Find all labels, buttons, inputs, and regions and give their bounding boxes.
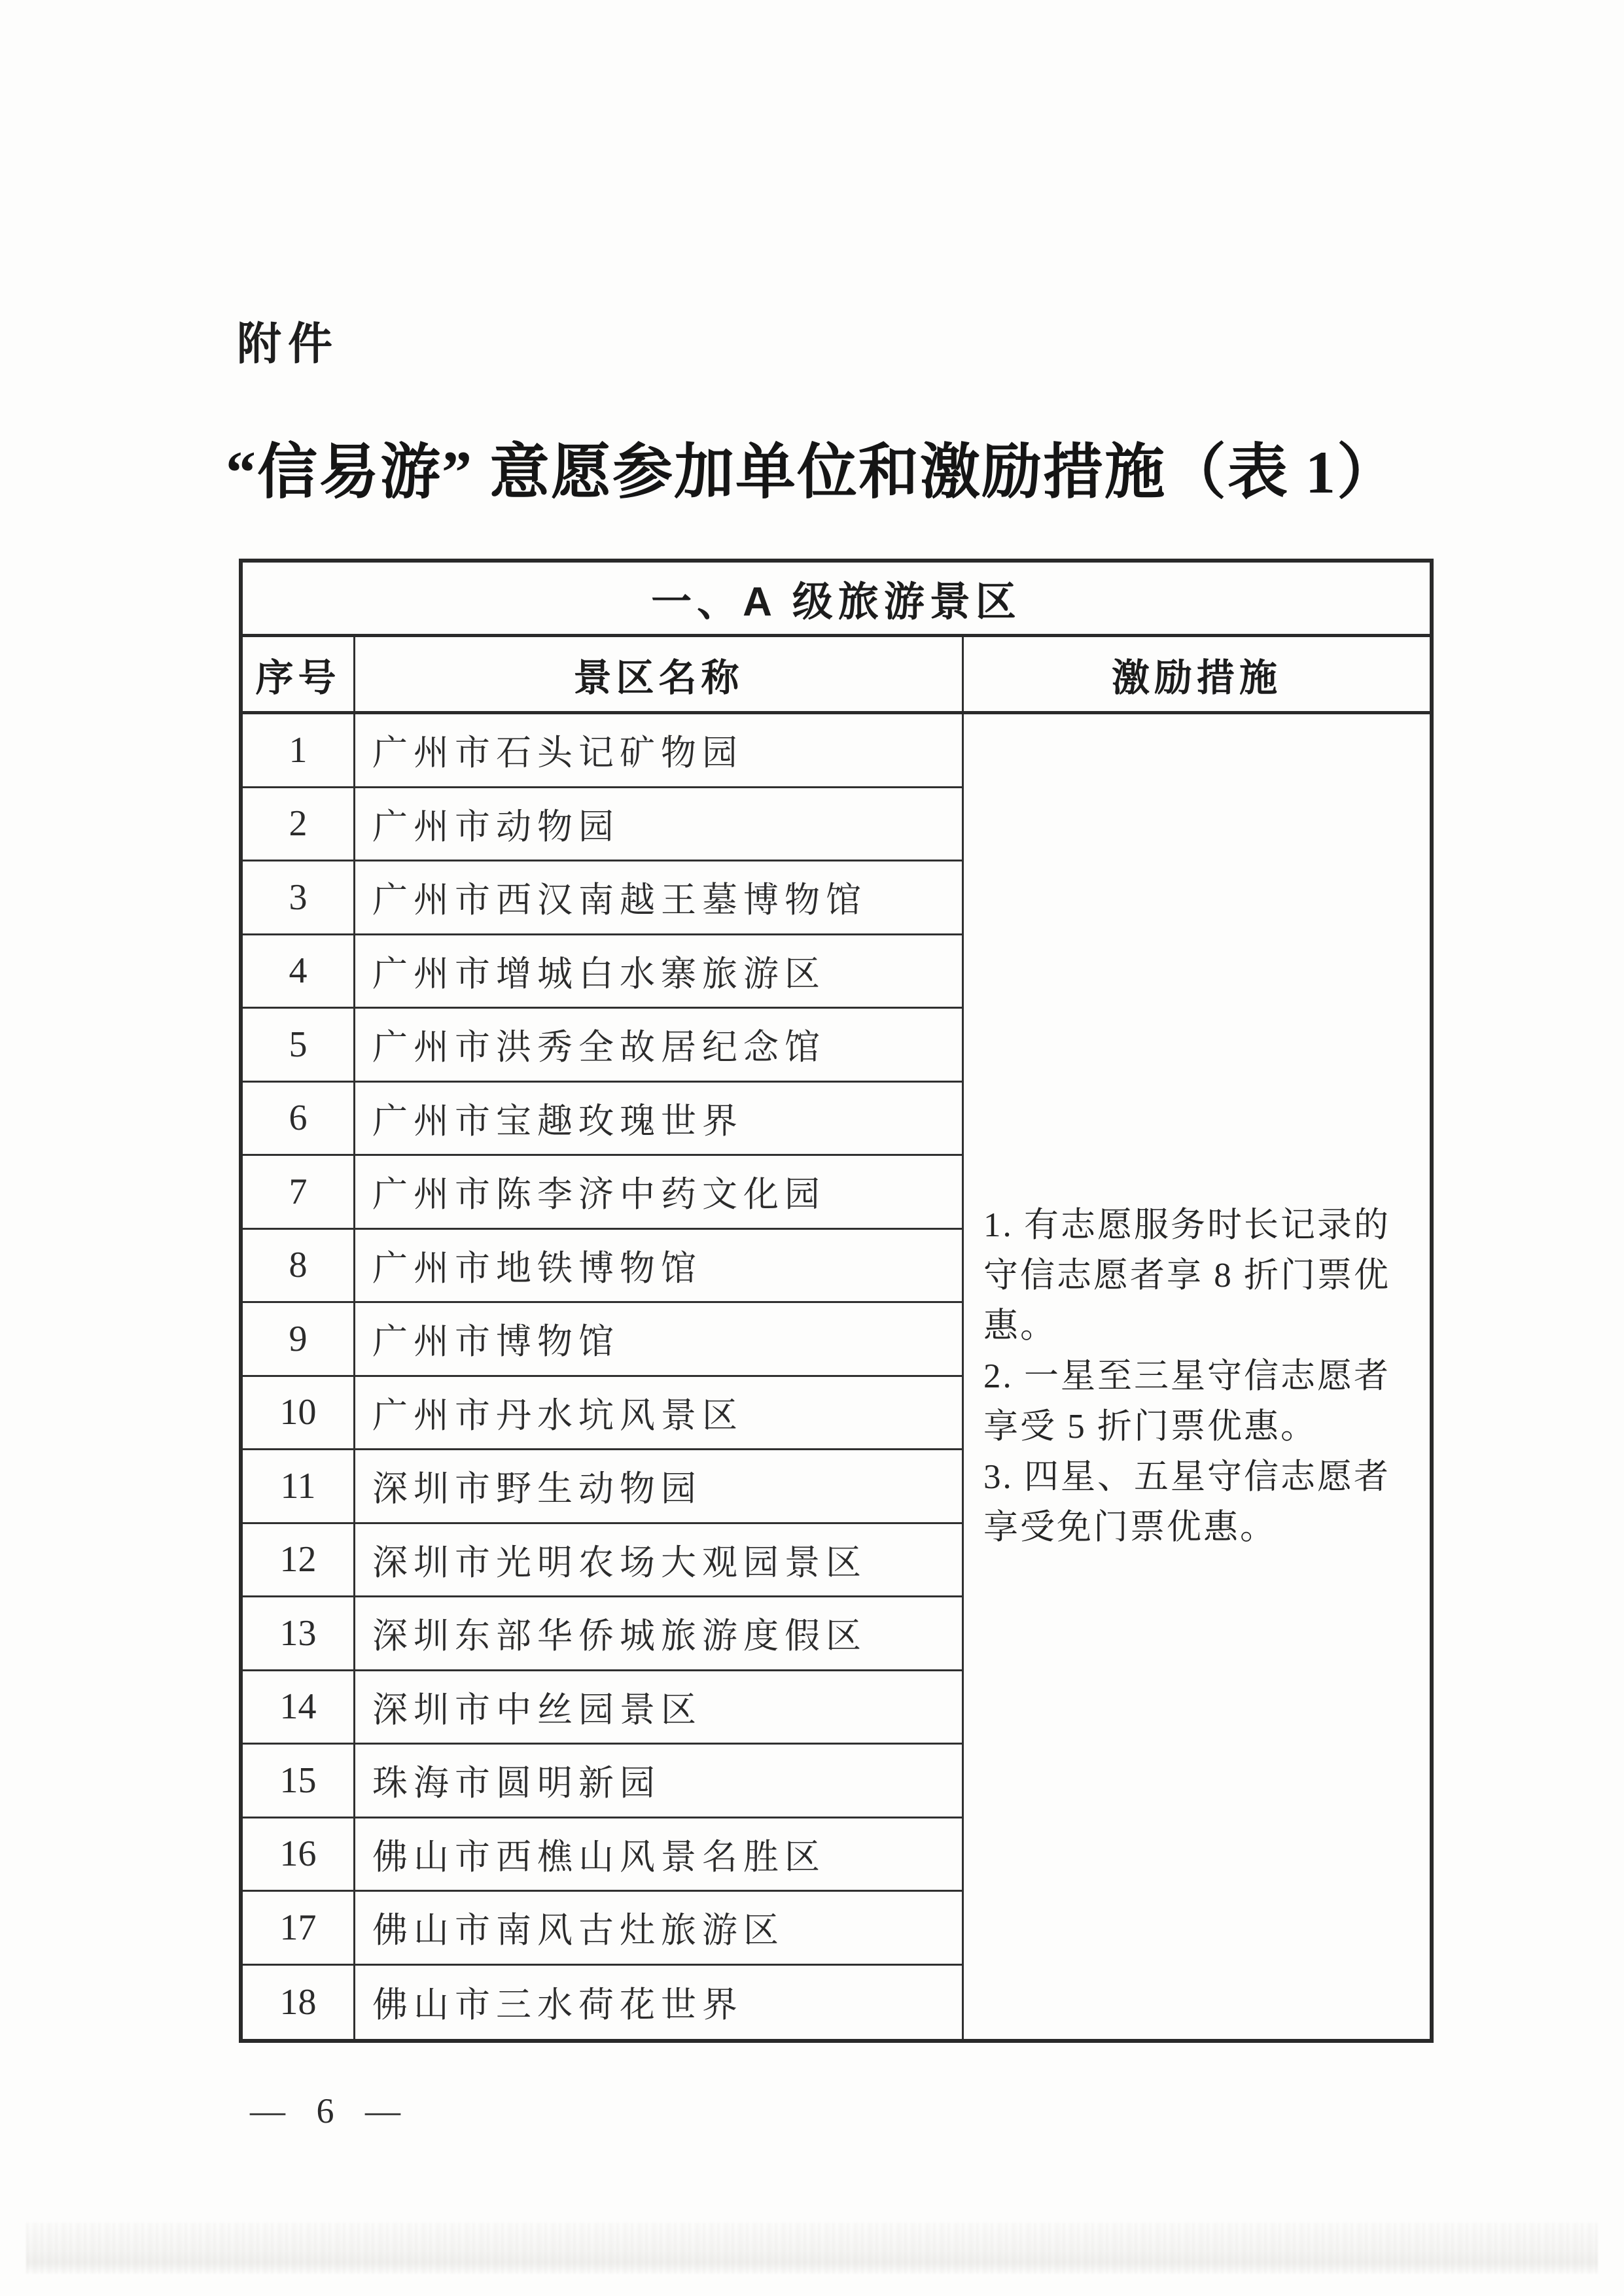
row-name-cell: 广州市陈李济中药文化园 — [355, 1156, 964, 1230]
row-index-cell: 6 — [243, 1083, 355, 1157]
row-name-cell: 广州市石头记矿物园 — [355, 714, 964, 788]
row-index-cell: 16 — [243, 1818, 355, 1892]
measure-item: 2. 一星至三星守信志愿者享受 5 折门票优惠。 — [983, 1357, 1390, 1446]
row-name-cell: 深圳市野生动物园 — [355, 1450, 964, 1524]
row-name-cell: 佛山市西樵山风景名胜区 — [355, 1818, 964, 1892]
row-name-cell: 佛山市三水荷花世界 — [355, 1966, 964, 2040]
row-index-cell: 4 — [243, 935, 355, 1009]
row-name-cell: 广州市地铁博物馆 — [355, 1230, 964, 1304]
row-index-cell: 10 — [243, 1377, 355, 1451]
row-name-cell: 广州市西汉南越王墓博物馆 — [355, 861, 964, 935]
row-index-cell: 3 — [243, 861, 355, 935]
row-name-cell: 深圳市光明农场大观园景区 — [355, 1524, 964, 1598]
row-index-cell: 11 — [243, 1450, 355, 1524]
page-title: “信易游” 意愿参加单位和激励措施（表 1） — [225, 439, 1398, 506]
row-index-cell: 1 — [243, 714, 355, 788]
row-index-cell: 17 — [243, 1892, 355, 1966]
row-name-cell: 广州市丹水坑风景区 — [355, 1377, 964, 1451]
row-name-cell: 广州市宝趣玫瑰世界 — [355, 1083, 964, 1157]
row-index-cell: 12 — [243, 1524, 355, 1598]
column-header-measures: 激励措施 — [1111, 656, 1282, 699]
attachment-label: 附件 — [237, 319, 340, 369]
row-index-cell: 7 — [243, 1156, 355, 1230]
row-index-cell: 2 — [243, 788, 355, 862]
row-index-cell: 8 — [243, 1230, 355, 1304]
row-name-cell: 深圳市中丝园景区 — [355, 1671, 964, 1745]
row-name-cell: 广州市洪秀全故居纪念馆 — [355, 1009, 964, 1083]
scan-artifact-band — [26, 2223, 1598, 2274]
row-name-cell: 深圳东部华侨城旅游度假区 — [355, 1597, 964, 1671]
table-section-header: 一、A 级旅游景区 — [243, 563, 1430, 637]
row-index-cell: 9 — [243, 1303, 355, 1377]
row-index-cell: 14 — [243, 1671, 355, 1745]
table-body — [243, 714, 1430, 2039]
row-index-cell: 18 — [243, 1966, 355, 2040]
measure-item: 1. 有志愿服务时长记录的守信志愿者享 8 折门票优惠。 — [983, 1206, 1390, 1345]
row-index-cell: 13 — [243, 1597, 355, 1671]
row-name-cell: 佛山市南风古灶旅游区 — [355, 1892, 964, 1966]
row-name-cell: 广州市博物馆 — [355, 1303, 964, 1377]
measures-cell — [964, 714, 1430, 2039]
row-name-cell: 广州市动物园 — [355, 788, 964, 862]
column-header-index: 序号 — [243, 637, 355, 711]
table-column-header-row — [243, 637, 1430, 714]
attractions-table — [239, 559, 1434, 2043]
row-name-cell: 珠海市圆明新园 — [355, 1745, 964, 1818]
measure-item: 3. 四星、五星守信志愿者享受免门票优惠。 — [983, 1458, 1390, 1546]
row-index-cell: 15 — [243, 1745, 355, 1818]
page-number: — 6 — — [250, 2091, 400, 2131]
row-name-cell: 广州市增城白水寨旅游区 — [355, 935, 964, 1009]
column-header-name: 景区名称 — [355, 637, 964, 711]
row-index-cell: 5 — [243, 1009, 355, 1083]
